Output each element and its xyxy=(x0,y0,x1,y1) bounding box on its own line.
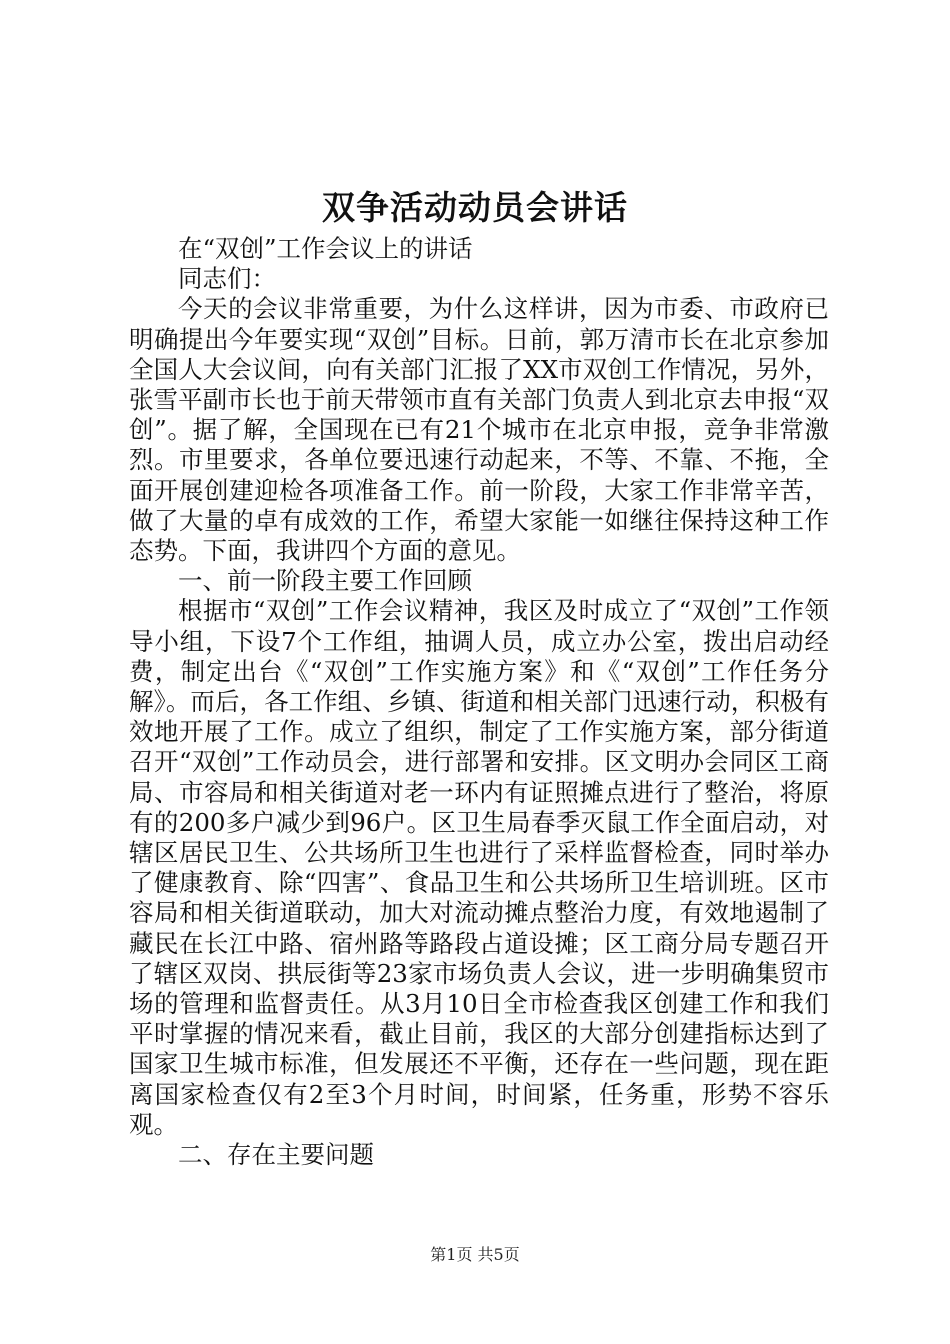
section-heading-2: 二、存在主要问题 xyxy=(178,1140,374,1170)
salutation: 同志们： xyxy=(178,264,276,294)
section-heading-1: 一、前一阶段主要工作回顾 xyxy=(178,566,472,596)
speech-subtitle: 在“双创”工作会议上的讲话 xyxy=(178,234,473,263)
document-title: 双争活动动员会讲话 xyxy=(322,188,628,227)
review-paragraph: 根据市“双创”工作会议精神，我区及时成立了“双创”工作领导小组，下设7个工作组，抽调人员，成立办公室，拨出启动经费，制定出台《“双创”工作实施方案》和《“双创”工作任务分解》。而后，各工作组、乡镇、街道和相关部门迅速行动，积极有效地开展了工作。成立了组织，制定了工作实施方案，部分街道召开“双创”工作动员会，进行部署和安排。区文明办会同区工商局、市容局和相关街道对老一环内有证照摊点进行了整治，将原有的200多户减少到96户。区卫生局春季灭鼠工作全面启动，对辖区居民卫生、公共场所卫生也进行了采样监督检查，同时举办了健康教育、除“四害”、食品卫生和公共场所卫生培训班。区市容局和相关街道联动，加大对流动摊点整治力度，有效地遏制了藏民在长江中路、宿州路等路段占道设摊；区工商分局专题召开了辖区双岗、拱辰街等23家市场负责人会议，进一步明确集贸市场的管理和监督责任。从3月10日全市检查我区创建工作和我们平时掌握的情况来看，截止目前，我区的大部分创建指标达到了国家卫生城市标准，但发展还不平衡，还存在一些问题，现在距离国家检查仅有2至3个月时间，时间紧，任务重，形势不容乐观。 xyxy=(129,596,829,1139)
page-number-footer: 第1页 共5页 xyxy=(430,1245,520,1264)
intro-paragraph: 今天的会议非常重要，为什么这样讲，因为市委、市政府已明确提出今年要实现“双创”目标。日前，郭万清市长在北京参加全国人大会议间，向有关部门汇报了XX市双创工作情况，另外，张雪平副市长也于前天带领市直有关部门负责人到北京去申报“双创”。据了解，全国现在已有21个城市在北京申报，竞争非常激烈。市里要求，各单位要迅速行动起来，不等、不靠、不拖，全面开展创建迎检各项准备工作。前一阶段，大家工作非常辛苦，做了大量的卓有成效的工作，希望大家能一如继往保持这种工作态势。下面，我讲四个方面的意见。 xyxy=(129,294,829,566)
document-body xyxy=(129,234,829,1170)
